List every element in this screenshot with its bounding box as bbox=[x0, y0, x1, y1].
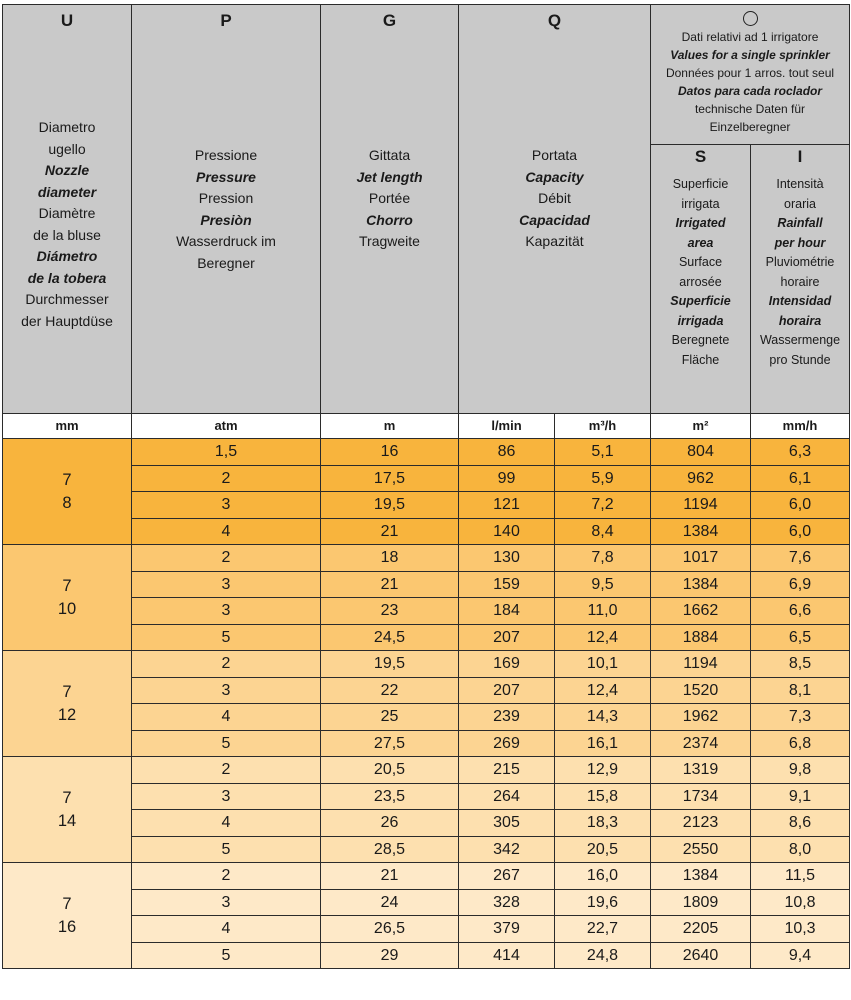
header-q-line: Capacity bbox=[525, 168, 584, 185]
header-i-line: horaira bbox=[778, 313, 822, 328]
jet-length-cell: 23 bbox=[321, 598, 459, 625]
area-cell: 804 bbox=[651, 439, 751, 466]
rainfall-cell: 9,4 bbox=[751, 942, 850, 969]
capacity-lmin-cell: 86 bbox=[459, 439, 555, 466]
pressure-cell: 3 bbox=[132, 492, 321, 519]
header-dati-line: Values for a single sprinkler bbox=[670, 48, 830, 62]
capacity-lmin-cell: 215 bbox=[459, 757, 555, 784]
header-single-sprinkler bbox=[651, 5, 850, 145]
header-pressure bbox=[132, 5, 321, 414]
capacity-m3h-cell: 22,7 bbox=[555, 916, 651, 943]
pressure-cell: 5 bbox=[132, 624, 321, 651]
pressure-cell: 2 bbox=[132, 545, 321, 572]
pressure-cell: 4 bbox=[132, 518, 321, 545]
header-s-line: Surface bbox=[678, 255, 723, 269]
header-g-line: Chorro bbox=[366, 211, 413, 228]
nozzle-diameter-cell bbox=[3, 439, 132, 545]
area-cell: 1384 bbox=[651, 571, 751, 598]
header-dati-line: Datos para cada roclador bbox=[677, 84, 823, 98]
jet-length-cell: 20,5 bbox=[321, 757, 459, 784]
area-cell: 1319 bbox=[651, 757, 751, 784]
unit-cell: mm bbox=[3, 414, 132, 439]
header-irrigated-area bbox=[651, 145, 751, 414]
area-cell: 1384 bbox=[651, 863, 751, 890]
header-nozzle-diameter bbox=[3, 5, 132, 414]
pressure-cell: 1,5 bbox=[132, 439, 321, 466]
area-cell: 2550 bbox=[651, 836, 751, 863]
header-u-line: Durchmesser bbox=[25, 291, 109, 307]
header-q-line: Débit bbox=[538, 190, 571, 206]
header-g-line: Portée bbox=[368, 190, 411, 206]
rainfall-cell: 6,5 bbox=[751, 624, 850, 651]
nozzle-diameter-cell bbox=[3, 545, 132, 651]
capacity-m3h-cell: 15,8 bbox=[555, 783, 651, 810]
pressure-cell: 5 bbox=[132, 730, 321, 757]
header-dati-line: technische Daten für bbox=[694, 102, 806, 116]
header-p-line: Presiòn bbox=[200, 211, 252, 228]
sprinkler-data-table bbox=[2, 4, 850, 969]
header-q-line: Capacidad bbox=[519, 211, 590, 228]
header-i-line: horaire bbox=[780, 274, 820, 289]
capacity-lmin-cell: 269 bbox=[459, 730, 555, 757]
rainfall-cell: 6,0 bbox=[751, 492, 850, 519]
rainfall-cell: 11,5 bbox=[751, 863, 850, 890]
unit-cell: m² bbox=[651, 414, 751, 439]
rainfall-cell: 7,6 bbox=[751, 545, 850, 572]
table-body bbox=[3, 439, 850, 969]
header-i-line: Rainfall bbox=[777, 216, 823, 230]
pressure-cell: 3 bbox=[132, 677, 321, 704]
header-q-line: Portata bbox=[531, 147, 578, 163]
area-cell: 2640 bbox=[651, 942, 751, 969]
capacity-m3h-cell: 12,4 bbox=[555, 677, 651, 704]
capacity-m3h-cell: 18,3 bbox=[555, 810, 651, 837]
header-s-line: Fläche bbox=[681, 352, 720, 367]
rainfall-cell: 8,5 bbox=[751, 651, 850, 678]
header-i-line: Intensità bbox=[776, 177, 824, 191]
area-cell: 1962 bbox=[651, 704, 751, 731]
header-s-line: arrosée bbox=[679, 274, 722, 289]
capacity-lmin-cell: 239 bbox=[459, 704, 555, 731]
area-cell: 1194 bbox=[651, 651, 751, 678]
header-i-line: per hour bbox=[774, 235, 826, 250]
nozzle-diameter-value: 7 bbox=[62, 470, 72, 489]
nozzle-diameter-value: 7 bbox=[62, 682, 72, 701]
rainfall-cell: 8,0 bbox=[751, 836, 850, 863]
pressure-cell: 5 bbox=[132, 942, 321, 969]
jet-length-cell: 19,5 bbox=[321, 651, 459, 678]
capacity-lmin-cell: 169 bbox=[459, 651, 555, 678]
header-s-line: irrigada bbox=[677, 313, 724, 328]
header-u-line: Diametro bbox=[38, 119, 96, 135]
header-s-line: Irrigated bbox=[675, 216, 726, 230]
jet-length-cell: 26 bbox=[321, 810, 459, 837]
jet-length-cell: 28,5 bbox=[321, 836, 459, 863]
rainfall-cell: 6,1 bbox=[751, 465, 850, 492]
header-u-line: diameter bbox=[37, 183, 97, 200]
jet-length-cell: 25 bbox=[321, 704, 459, 731]
header-p-line: Pressure bbox=[196, 168, 256, 185]
capacity-m3h-cell: 16,0 bbox=[555, 863, 651, 890]
header-letter-u: U bbox=[60, 11, 74, 30]
area-cell: 2123 bbox=[651, 810, 751, 837]
jet-length-cell: 24,5 bbox=[321, 624, 459, 651]
capacity-m3h-cell: 24,8 bbox=[555, 942, 651, 969]
pressure-cell: 4 bbox=[132, 916, 321, 943]
capacity-m3h-cell: 14,3 bbox=[555, 704, 651, 731]
capacity-m3h-cell: 7,8 bbox=[555, 545, 651, 572]
header-i-line: Pluviométrie bbox=[765, 255, 835, 269]
jet-length-cell: 29 bbox=[321, 942, 459, 969]
nozzle-diameter-value: 8 bbox=[62, 493, 72, 512]
nozzle-diameter-value: 7 bbox=[62, 894, 72, 913]
pressure-cell: 2 bbox=[132, 863, 321, 890]
pressure-cell: 3 bbox=[132, 598, 321, 625]
nozzle-diameter-value: 7 bbox=[62, 788, 72, 807]
table-row bbox=[3, 651, 850, 678]
header-g-line: Tragweite bbox=[359, 233, 420, 249]
table-row bbox=[3, 863, 850, 890]
jet-length-cell: 21 bbox=[321, 863, 459, 890]
rainfall-cell: 10,8 bbox=[751, 889, 850, 916]
capacity-m3h-cell: 20,5 bbox=[555, 836, 651, 863]
jet-length-cell: 18 bbox=[321, 545, 459, 572]
header-u-line: der Hauptdüse bbox=[21, 312, 113, 329]
rainfall-cell: 8,1 bbox=[751, 677, 850, 704]
capacity-m3h-cell: 5,9 bbox=[555, 465, 651, 492]
header-letter-g: G bbox=[382, 11, 397, 30]
nozzle-diameter-cell bbox=[3, 757, 132, 863]
header-i-line: Wassermenge bbox=[759, 333, 841, 347]
pressure-cell: 4 bbox=[132, 704, 321, 731]
capacity-m3h-cell: 8,4 bbox=[555, 518, 651, 545]
header-p-line: Pression bbox=[198, 190, 254, 206]
jet-length-cell: 19,5 bbox=[321, 492, 459, 519]
header-s-line: Superficie bbox=[672, 177, 729, 191]
capacity-lmin-cell: 264 bbox=[459, 783, 555, 810]
area-cell: 1884 bbox=[651, 624, 751, 651]
header-letter-p: P bbox=[220, 11, 232, 30]
header-s-line: Superficie bbox=[670, 294, 731, 308]
area-cell: 962 bbox=[651, 465, 751, 492]
nozzle-diameter-cell bbox=[3, 863, 132, 969]
area-cell: 1384 bbox=[651, 518, 751, 545]
area-cell: 1734 bbox=[651, 783, 751, 810]
header-u-line: Nozzle bbox=[44, 162, 90, 178]
unit-cell: l/min bbox=[459, 414, 555, 439]
capacity-lmin-cell: 207 bbox=[459, 677, 555, 704]
capacity-lmin-cell: 140 bbox=[459, 518, 555, 545]
header-g-line: Jet length bbox=[356, 168, 423, 185]
pressure-cell: 5 bbox=[132, 836, 321, 863]
rainfall-cell: 8,6 bbox=[751, 810, 850, 837]
header-g-line: Gittata bbox=[368, 147, 411, 163]
rainfall-cell: 6,8 bbox=[751, 730, 850, 757]
pressure-cell: 2 bbox=[132, 757, 321, 784]
jet-length-cell: 16 bbox=[321, 439, 459, 466]
header-s-line: irrigata bbox=[681, 196, 720, 211]
capacity-lmin-cell: 328 bbox=[459, 889, 555, 916]
jet-length-cell: 22 bbox=[321, 677, 459, 704]
header-dati-line: Einzelberegner bbox=[709, 120, 791, 134]
header-p-line: Pressione bbox=[194, 147, 258, 163]
header-i-line: Intensidad bbox=[768, 294, 832, 308]
area-cell: 1017 bbox=[651, 545, 751, 572]
jet-length-cell: 26,5 bbox=[321, 916, 459, 943]
capacity-lmin-cell: 99 bbox=[459, 465, 555, 492]
nozzle-diameter-value: 16 bbox=[57, 917, 77, 936]
capacity-m3h-cell: 11,0 bbox=[555, 598, 651, 625]
capacity-lmin-cell: 130 bbox=[459, 545, 555, 572]
unit-cell: atm bbox=[132, 414, 321, 439]
area-cell: 2205 bbox=[651, 916, 751, 943]
capacity-m3h-cell: 19,6 bbox=[555, 889, 651, 916]
header-dati-line: Données pour 1 arros. tout seul bbox=[665, 66, 835, 80]
header-i-line: pro Stunde bbox=[769, 352, 831, 367]
header-u-line: ugello bbox=[48, 140, 86, 157]
rainfall-cell: 6,6 bbox=[751, 598, 850, 625]
nozzle-diameter-value: 12 bbox=[57, 705, 77, 724]
units-row bbox=[3, 414, 850, 439]
capacity-lmin-cell: 414 bbox=[459, 942, 555, 969]
rainfall-cell: 6,0 bbox=[751, 518, 850, 545]
header-rainfall-intensity bbox=[751, 145, 850, 414]
rainfall-cell: 9,8 bbox=[751, 757, 850, 784]
area-cell: 1194 bbox=[651, 492, 751, 519]
nozzle-diameter-value: 14 bbox=[57, 811, 77, 830]
header-u-line: de la tobera bbox=[27, 269, 107, 286]
area-cell: 1662 bbox=[651, 598, 751, 625]
area-cell: 1520 bbox=[651, 677, 751, 704]
rainfall-cell: 6,3 bbox=[751, 439, 850, 466]
table-row bbox=[3, 545, 850, 572]
header-i-line: oraria bbox=[784, 196, 816, 211]
capacity-lmin-cell: 184 bbox=[459, 598, 555, 625]
capacity-m3h-cell: 10,1 bbox=[555, 651, 651, 678]
pressure-cell: 3 bbox=[132, 783, 321, 810]
capacity-m3h-cell: 16,1 bbox=[555, 730, 651, 757]
jet-length-cell: 23,5 bbox=[321, 783, 459, 810]
header-letter-q: Q bbox=[547, 11, 562, 30]
pressure-cell: 2 bbox=[132, 651, 321, 678]
capacity-m3h-cell: 12,4 bbox=[555, 624, 651, 651]
header-p-line: Wasserdruck im bbox=[176, 233, 276, 249]
rainfall-cell: 9,1 bbox=[751, 783, 850, 810]
pressure-cell: 4 bbox=[132, 810, 321, 837]
area-cell: 2374 bbox=[651, 730, 751, 757]
header-letter-i: I bbox=[797, 147, 803, 166]
circle-icon bbox=[743, 11, 758, 26]
header-capacity bbox=[459, 5, 651, 414]
jet-length-cell: 24 bbox=[321, 889, 459, 916]
rainfall-cell: 6,9 bbox=[751, 571, 850, 598]
pressure-cell: 3 bbox=[132, 571, 321, 598]
rainfall-cell: 10,3 bbox=[751, 916, 850, 943]
capacity-m3h-cell: 7,2 bbox=[555, 492, 651, 519]
jet-length-cell: 21 bbox=[321, 518, 459, 545]
header-s-line: area bbox=[687, 235, 714, 250]
jet-length-cell: 21 bbox=[321, 571, 459, 598]
rainfall-cell: 7,3 bbox=[751, 704, 850, 731]
header-dati-line: Dati relativi ad 1 irrigatore bbox=[681, 30, 819, 44]
unit-cell: m³/h bbox=[555, 414, 651, 439]
unit-cell: mm/h bbox=[751, 414, 850, 439]
table-row bbox=[3, 757, 850, 784]
header-p-line: Beregner bbox=[197, 254, 255, 271]
header-u-line: Diamètre bbox=[38, 205, 96, 221]
capacity-lmin-cell: 342 bbox=[459, 836, 555, 863]
table-row bbox=[3, 439, 850, 466]
capacity-m3h-cell: 12,9 bbox=[555, 757, 651, 784]
header-u-line: Diámetro bbox=[36, 248, 98, 264]
header-q-line: Kapazität bbox=[525, 233, 584, 249]
capacity-lmin-cell: 207 bbox=[459, 624, 555, 651]
nozzle-diameter-cell bbox=[3, 651, 132, 757]
capacity-lmin-cell: 267 bbox=[459, 863, 555, 890]
header-u-line: de la bluse bbox=[33, 226, 101, 243]
header-letter-s: S bbox=[694, 147, 707, 166]
capacity-lmin-cell: 305 bbox=[459, 810, 555, 837]
nozzle-diameter-value: 7 bbox=[62, 576, 72, 595]
pressure-cell: 2 bbox=[132, 465, 321, 492]
jet-length-cell: 17,5 bbox=[321, 465, 459, 492]
jet-length-cell: 27,5 bbox=[321, 730, 459, 757]
header-jet-length bbox=[321, 5, 459, 414]
pressure-cell: 3 bbox=[132, 889, 321, 916]
capacity-lmin-cell: 159 bbox=[459, 571, 555, 598]
header-s-line: Beregnete bbox=[671, 333, 730, 347]
capacity-m3h-cell: 5,1 bbox=[555, 439, 651, 466]
unit-cell: m bbox=[321, 414, 459, 439]
capacity-m3h-cell: 9,5 bbox=[555, 571, 651, 598]
nozzle-diameter-value: 10 bbox=[57, 599, 77, 618]
area-cell: 1809 bbox=[651, 889, 751, 916]
capacity-lmin-cell: 379 bbox=[459, 916, 555, 943]
capacity-lmin-cell: 121 bbox=[459, 492, 555, 519]
